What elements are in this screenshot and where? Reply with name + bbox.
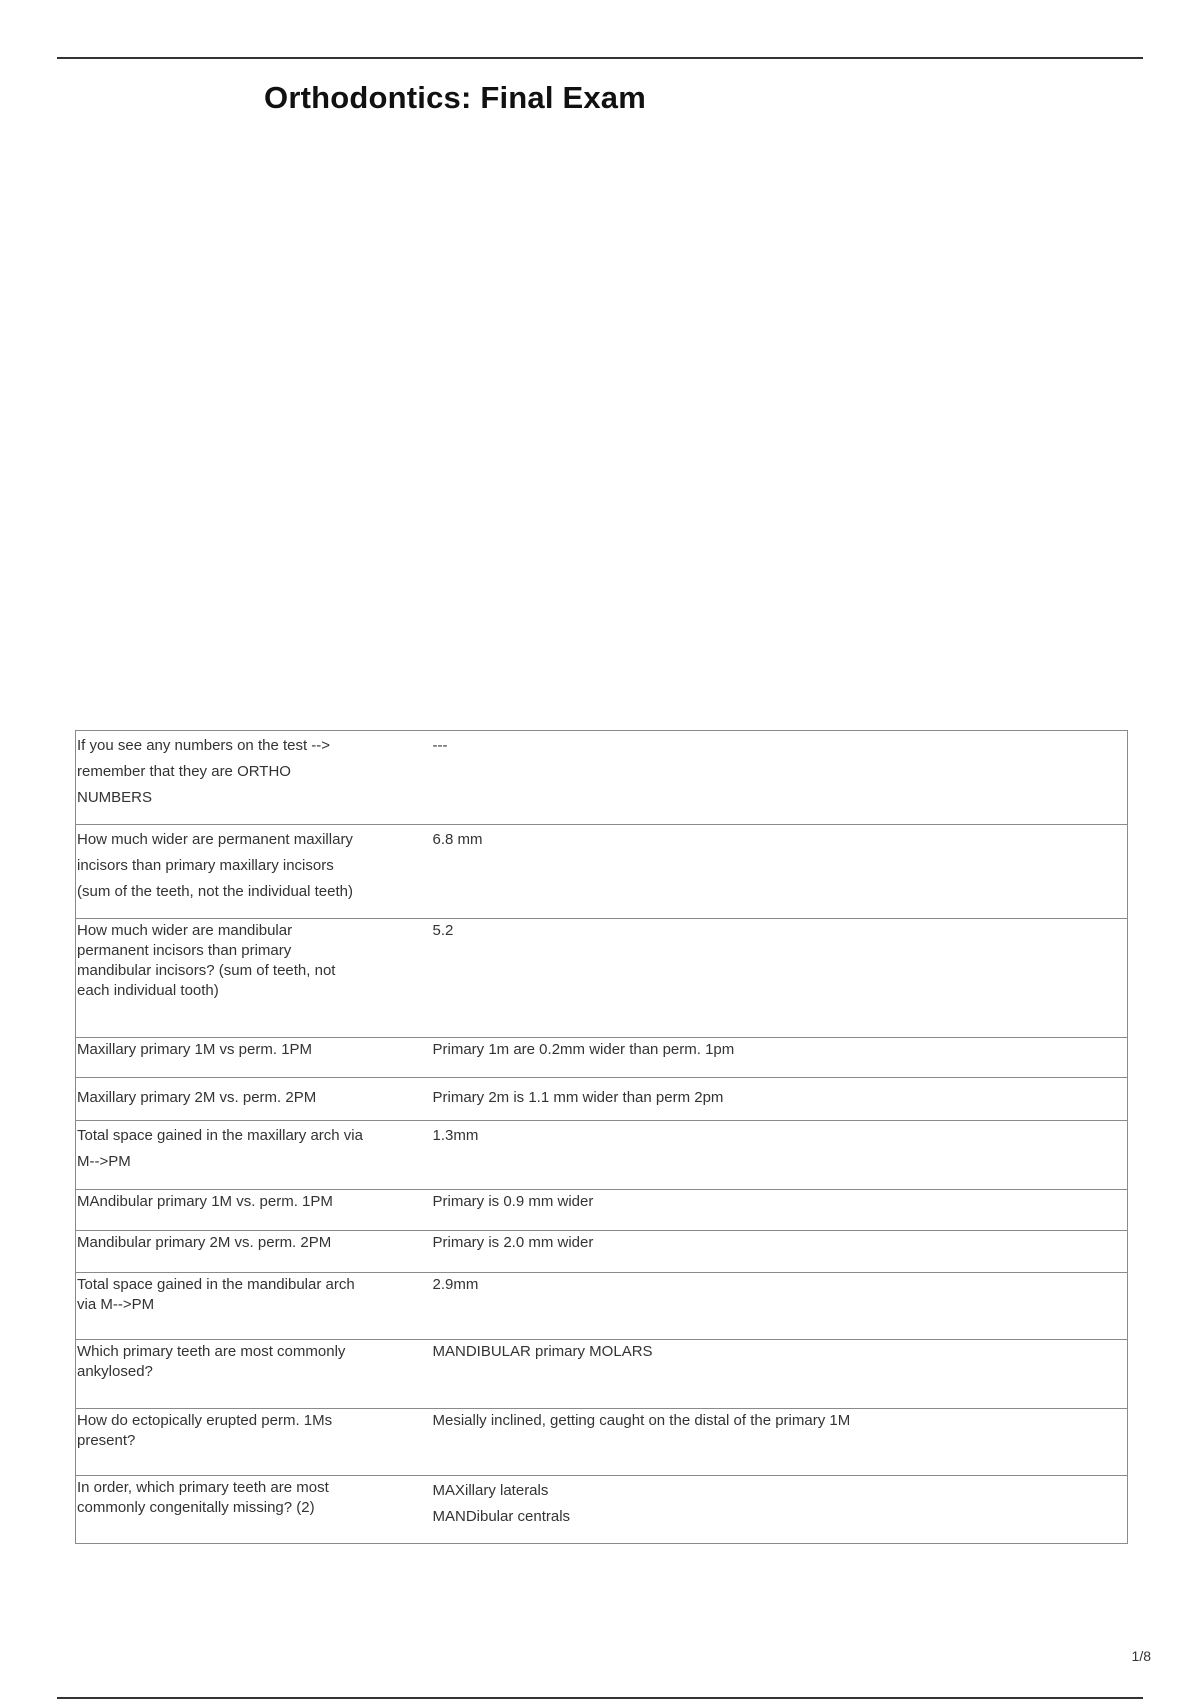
answer-text: Primary is 0.9 mm wider <box>432 1193 594 1210</box>
answer-cell <box>433 1409 1128 1476</box>
table-row <box>76 1340 1128 1409</box>
page-number: 1/8 <box>1131 1648 1151 1664</box>
question-cell <box>76 1078 433 1121</box>
answer-text: Mesially inclined, getting caught on the distal of the primary 1M <box>432 1412 851 1429</box>
table-row <box>76 1476 1128 1544</box>
question-text: How much wider are mandibular permanent incisors than primary mandibular incisors? (sum of teeth, not each individual tooth) <box>77 922 336 999</box>
answer-cell <box>433 1121 1128 1190</box>
question-text: Total space gained in the maxillary arch via M-->PM <box>77 1127 363 1170</box>
question-cell <box>76 919 433 1038</box>
question-text: Total space gained in the mandibular arch via M-->PM <box>77 1276 355 1313</box>
answer-cell <box>433 731 1128 825</box>
answer-cell <box>433 1190 1128 1231</box>
table-row <box>76 731 1128 825</box>
table-row <box>76 1231 1128 1273</box>
answer-text: Primary 1m are 0.2mm wider than perm. 1pm <box>432 1041 735 1058</box>
question-text: How do ectopically erupted perm. 1Ms present? <box>77 1412 333 1449</box>
question-text: Maxillary primary 1M vs perm. 1PM <box>77 1041 313 1058</box>
answer-cell <box>433 1231 1128 1273</box>
answer-text: MAXillary laterals MANDibular centrals <box>432 1482 571 1525</box>
table-row <box>76 1121 1128 1190</box>
qa-table <box>75 730 1128 1544</box>
question-text: In order, which primary teeth are most commonly congenitally missing? (2) <box>77 1479 329 1516</box>
table-row <box>76 1273 1128 1340</box>
answer-text: Primary 2m is 1.1 mm wider than perm 2pm <box>432 1089 724 1106</box>
bottom-rule <box>57 1697 1143 1699</box>
question-cell <box>76 1273 433 1340</box>
answer-text: MANDIBULAR primary MOLARS <box>432 1343 653 1360</box>
question-cell <box>76 1231 433 1273</box>
table-row <box>76 919 1128 1038</box>
question-text: Maxillary primary 2M vs. perm. 2PM <box>77 1089 317 1106</box>
answer-cell <box>433 1273 1128 1340</box>
answer-cell <box>433 1078 1128 1121</box>
question-cell <box>76 1476 433 1544</box>
table-row <box>76 825 1128 919</box>
answer-text: 1.3mm <box>432 1127 479 1144</box>
table-row <box>76 1078 1128 1121</box>
answer-cell <box>433 1038 1128 1078</box>
question-cell <box>76 825 433 919</box>
question-cell <box>76 1121 433 1190</box>
question-text: Mandibular primary 2M vs. perm. 2PM <box>77 1234 332 1251</box>
top-rule <box>57 57 1143 59</box>
question-text: If you see any numbers on the test --> remember that they are ORTHO NUMBERS <box>77 737 331 806</box>
answer-text: --- <box>432 737 448 754</box>
question-cell <box>76 1038 433 1078</box>
table-row <box>76 1190 1128 1231</box>
question-cell <box>76 731 433 825</box>
answer-text: 2.9mm <box>432 1276 479 1293</box>
question-cell <box>76 1409 433 1476</box>
document-title: Orthodontics: Final Exam <box>264 80 647 115</box>
answer-text: 6.8 mm <box>432 831 483 848</box>
question-text: How much wider are permanent maxillary incisors than primary maxillary incisors (sum of the teeth, not the individual teeth) <box>77 831 353 900</box>
question-cell <box>76 1190 433 1231</box>
answer-cell <box>433 919 1128 1038</box>
answer-text: 5.2 <box>432 922 454 939</box>
table-row <box>76 1038 1128 1078</box>
table-row <box>76 1409 1128 1476</box>
question-text: Which primary teeth are most commonly ankylosed? <box>77 1343 346 1380</box>
answer-cell <box>433 1476 1128 1544</box>
question-text: MAndibular primary 1M vs. perm. 1PM <box>77 1193 333 1210</box>
question-cell <box>76 1340 433 1409</box>
answer-cell <box>433 1340 1128 1409</box>
answer-cell <box>433 825 1128 919</box>
answer-text: Primary is 2.0 mm wider <box>432 1234 594 1251</box>
